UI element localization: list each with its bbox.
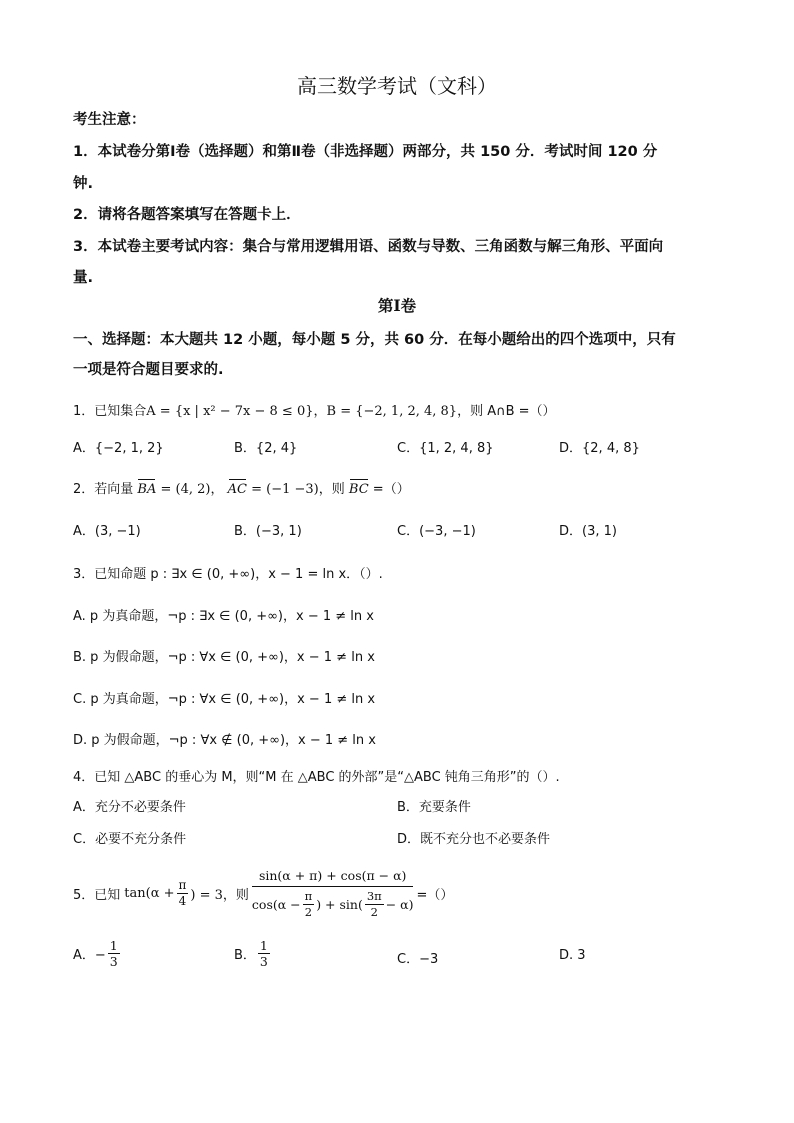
vector-bc: BC [348,482,369,497]
q5-ask: =（） [416,887,454,903]
section-intro-cont: 一项是符合题目要求的. [73,362,224,378]
q2-option-d[interactable]: D．(3, 1) [559,524,617,539]
section-title: 第Ⅰ卷 [377,296,417,315]
fraction-one-third-b: $\frac{1}{3}$ [259,938,268,969]
q1-option-d[interactable]: D．{2, 4, 8} [559,441,640,456]
q2-ba-value: = (4, 2)， [160,482,224,497]
question-3: 3．已知命题 p : ∃x ∈ (0, +∞)，x − 1 = ln x．（）. [73,567,383,582]
fraction-one-third: $\frac{1}{3}$ [109,938,118,969]
q2-prefix: 2．若向量 [73,482,134,497]
q5-option-d[interactable]: D. 3 [559,948,586,963]
q5-denominator: cos(α − $\frac{\pi}{2}$ ) + sin( $\frac{3\pi}{2}$ − α) [251,889,414,919]
vector-ac: AC [227,482,247,497]
vector-ba: BA [137,482,157,497]
q2-option-a[interactable]: A．(3, −1) [73,524,141,539]
section-intro: 一、选择题：本大题共 12 小题，每小题 5 分，共 60 分．在每小题给出的四个选项中，只有 [73,332,676,348]
notice-item-3-cont: 量. [73,270,94,286]
q5-option-b[interactable]: B． $\frac{1}{3}$ [234,938,268,969]
q4-option-a[interactable]: A．充分不必要条件 [73,800,186,815]
q1-ask: ，则 A∩B =（） [457,404,556,419]
notice-item-1-cont: 钟. [73,176,94,192]
q3-option-b[interactable]: B. p 为假命题，¬p : ∀x ∈ (0, +∞)，x − 1 ≠ ln x [73,650,375,665]
q4-option-c[interactable]: C．必要不充分条件 [73,832,187,847]
page-title: 高三数学考试（文科） [297,74,497,98]
q4-option-d[interactable]: D．既不充分也不必要条件 [397,832,551,847]
q2-ask: =（） [372,482,410,497]
notice-item-2: 2．请将各题答案填写在答题卡上． [73,207,301,223]
notice-heading: 考生注意： [73,112,146,128]
q5-prefix: 5．已知 [73,887,121,903]
notice-item-3: 3．本试卷主要考试内容：集合与常用逻辑用语、函数与导数、三角函数与解三角形、平面向 [73,239,664,255]
q5-option-c[interactable]: C．−3 [397,952,439,967]
q1-option-c[interactable]: C．{1, 2, 4, 8} [397,441,494,456]
q3-option-d[interactable]: D. p 为假命题，¬p : ∀x ∉ (0, +∞)，x − 1 ≠ ln x [73,733,376,748]
fraction-pi-over-4: $\frac{\pi}{4}$ [178,877,187,908]
q5-equals-3: ) = 3，则 [190,887,249,903]
q3-option-c[interactable]: C. p 为真命题，¬p : ∀x ∈ (0, +∞)，x − 1 ≠ ln x [73,692,376,707]
question-2 [73,478,410,497]
q2-ac-value: = (−1 −3)，则 [251,482,345,497]
fraction-3pi-over-2: $\frac{3\pi}{2}$ [366,889,382,919]
q1-option-a[interactable]: A．{−2, 1, 2} [73,441,164,456]
q1-set-b: ，B = {−2, 1, 2, 4, 8} [313,404,458,419]
question-5 [73,858,453,928]
q1-set-a: A = {x | x² − 7x − 8 ≤ 0} [146,404,314,419]
q4-option-b[interactable]: B．充要条件 [397,800,471,815]
q3-option-a[interactable]: A. p 为真命题，¬p : ∃x ∈ (0, +∞)，x − 1 ≠ ln x [73,609,374,624]
q2-option-b[interactable]: B．(−3, 1) [234,524,302,539]
q1-prefix: 1．已知集合 [73,404,147,419]
fraction-pi-over-2: $\frac{\pi}{2}$ [304,889,313,919]
question-1 [73,400,556,419]
q2-option-c[interactable]: C．(−3, −1) [397,524,476,539]
q5-option-a[interactable]: A．− $\frac{1}{3}$ [73,938,118,969]
question-4: 4．已知 △ABC 的垂心为 M，则“M 在 △ABC 的外部”是“△ABC 钝角三角形”的（）. [73,770,560,785]
q1-option-b[interactable]: B．{2, 4} [234,441,298,456]
q5-tan: tan(α + [124,885,175,901]
q5-main-fraction [252,866,414,920]
q5-numerator: sin(α + π) + cos(π − α) [252,866,414,887]
notice-item-1: 1．本试卷分第Ⅰ卷（选择题）和第Ⅱ卷（非选择题）两部分，共 150 分．考试时间 120 分 [73,144,658,160]
